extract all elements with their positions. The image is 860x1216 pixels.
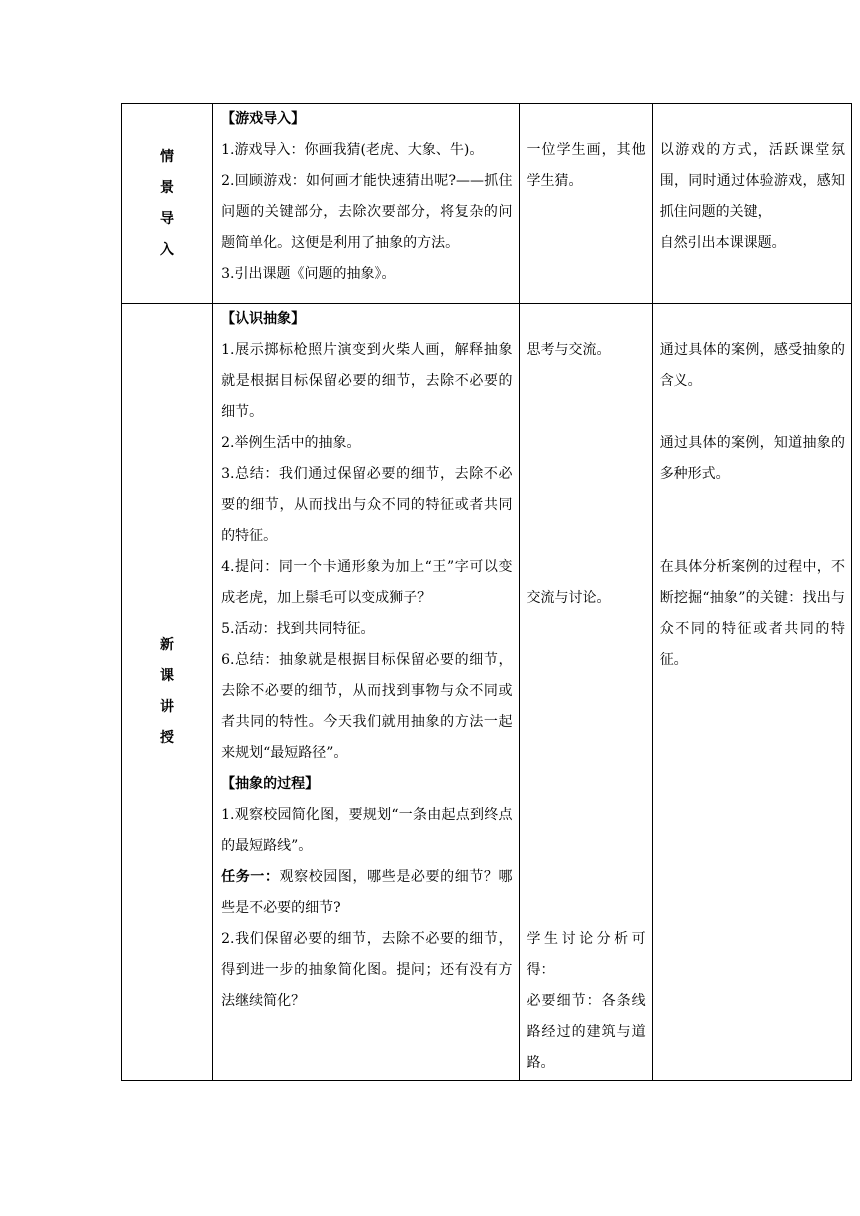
list-item: 3.总结：我们通过保留必要的细节，去除不必要的细节，从而找出与众不同的特征或者共同的特征。 (221, 466, 513, 544)
stage-char: 景 (160, 179, 175, 196)
list-item: 5.活动：找到共同特征。 (221, 621, 375, 637)
task-text: 观察校园图，哪些是必要的细节？哪些是不必要的细节? (221, 869, 513, 916)
list-item: 2.回顾游戏：如何画才能快速猜出呢?——抓住问题的关键部分，去除次要部分，将复杂的问题简单化。这便是利用了抽象的方法。 (221, 173, 513, 251)
list-item: 1.观察校园简化图，要规划“一条由起点到终点的最短路线”。 (221, 807, 513, 854)
design-intent-text: 自然引出本课课题。 (659, 235, 786, 251)
design-intent-cell (652, 104, 851, 304)
teacher-activity-cell (213, 304, 519, 1081)
table-row (122, 104, 852, 304)
lesson-plan-table (121, 103, 852, 1081)
list-item: 1.游戏导入：你画我猜(老虎、大象、牛)。 (221, 142, 484, 158)
stage-char: 讲 (160, 699, 175, 715)
design-intent-text: 在具体分析案例的过程中，不断挖掘“抽象”的关键：找出与众不同的特征或者共同的特征。 (659, 559, 845, 668)
table-row (122, 304, 852, 1081)
list-item: 2.举例生活中的抽象。 (221, 435, 361, 451)
stage-char: 新 (160, 637, 175, 653)
student-activity-text: 学生讨论分析可得： (526, 931, 646, 978)
list-item: 4.提问：同一个卡通形象为加上“王”字可以变成老虎，加上鬃毛可以变成狮子？ (221, 559, 513, 606)
section-heading: 【游戏导入】 (221, 111, 306, 127)
student-activity-text: 交流与讨论。 (526, 590, 611, 606)
teacher-activity-cell (213, 104, 519, 304)
stage-char: 课 (160, 668, 175, 684)
student-activity-text: 一位学生画，其他学生猜。 (526, 142, 646, 189)
student-activity-cell (519, 304, 652, 1081)
stage-char: 情 (160, 148, 175, 165)
list-item: 3.引出课题《问题的抽象》。 (221, 266, 396, 282)
student-activity-text: 思考与交流。 (526, 342, 611, 358)
stage-char: 导 (160, 210, 175, 227)
stage-char: 入 (160, 241, 175, 258)
section-heading: 【抽象的过程】 (221, 776, 320, 792)
design-intent-text: 通过具体的案例，感受抽象的含义。 (659, 342, 845, 389)
section-heading: 【认识抽象】 (221, 311, 306, 327)
list-item: 1.展示掷标枪照片演变到火柴人画，解释抽象就是根据目标保留必要的细节，去除不必要的细节。 (221, 342, 513, 420)
list-item: 2.我们保留必要的细节，去除不必要的细节，得到进一步的抽象简化图。提问；还有没有方法继续简化？ (221, 931, 513, 1009)
design-intent-cell (652, 304, 851, 1081)
student-activity-cell (519, 104, 652, 304)
student-activity-text: 必要细节：各条线路经过的建筑与道路。 (526, 993, 646, 1071)
task-item (221, 862, 512, 924)
design-intent-text: 通过具体的案例，知道抽象的多种形式。 (659, 435, 845, 482)
stage-label-cell (122, 104, 213, 304)
task-label: 任务一： (221, 869, 280, 885)
stage-label-cell (122, 304, 213, 1081)
stage-char: 授 (160, 730, 175, 746)
list-item: 6.总结：抽象就是根据目标保留必要的细节，去除不必要的细节，从而找到事物与众不同或者共同的特性。今天我们就用抽象的方法一起来规划“最短路径”。 (221, 652, 513, 761)
design-intent-text: 以游戏的方式，活跃课堂氛围，同时通过体验游戏，感知抓住问题的关键， (659, 142, 845, 220)
